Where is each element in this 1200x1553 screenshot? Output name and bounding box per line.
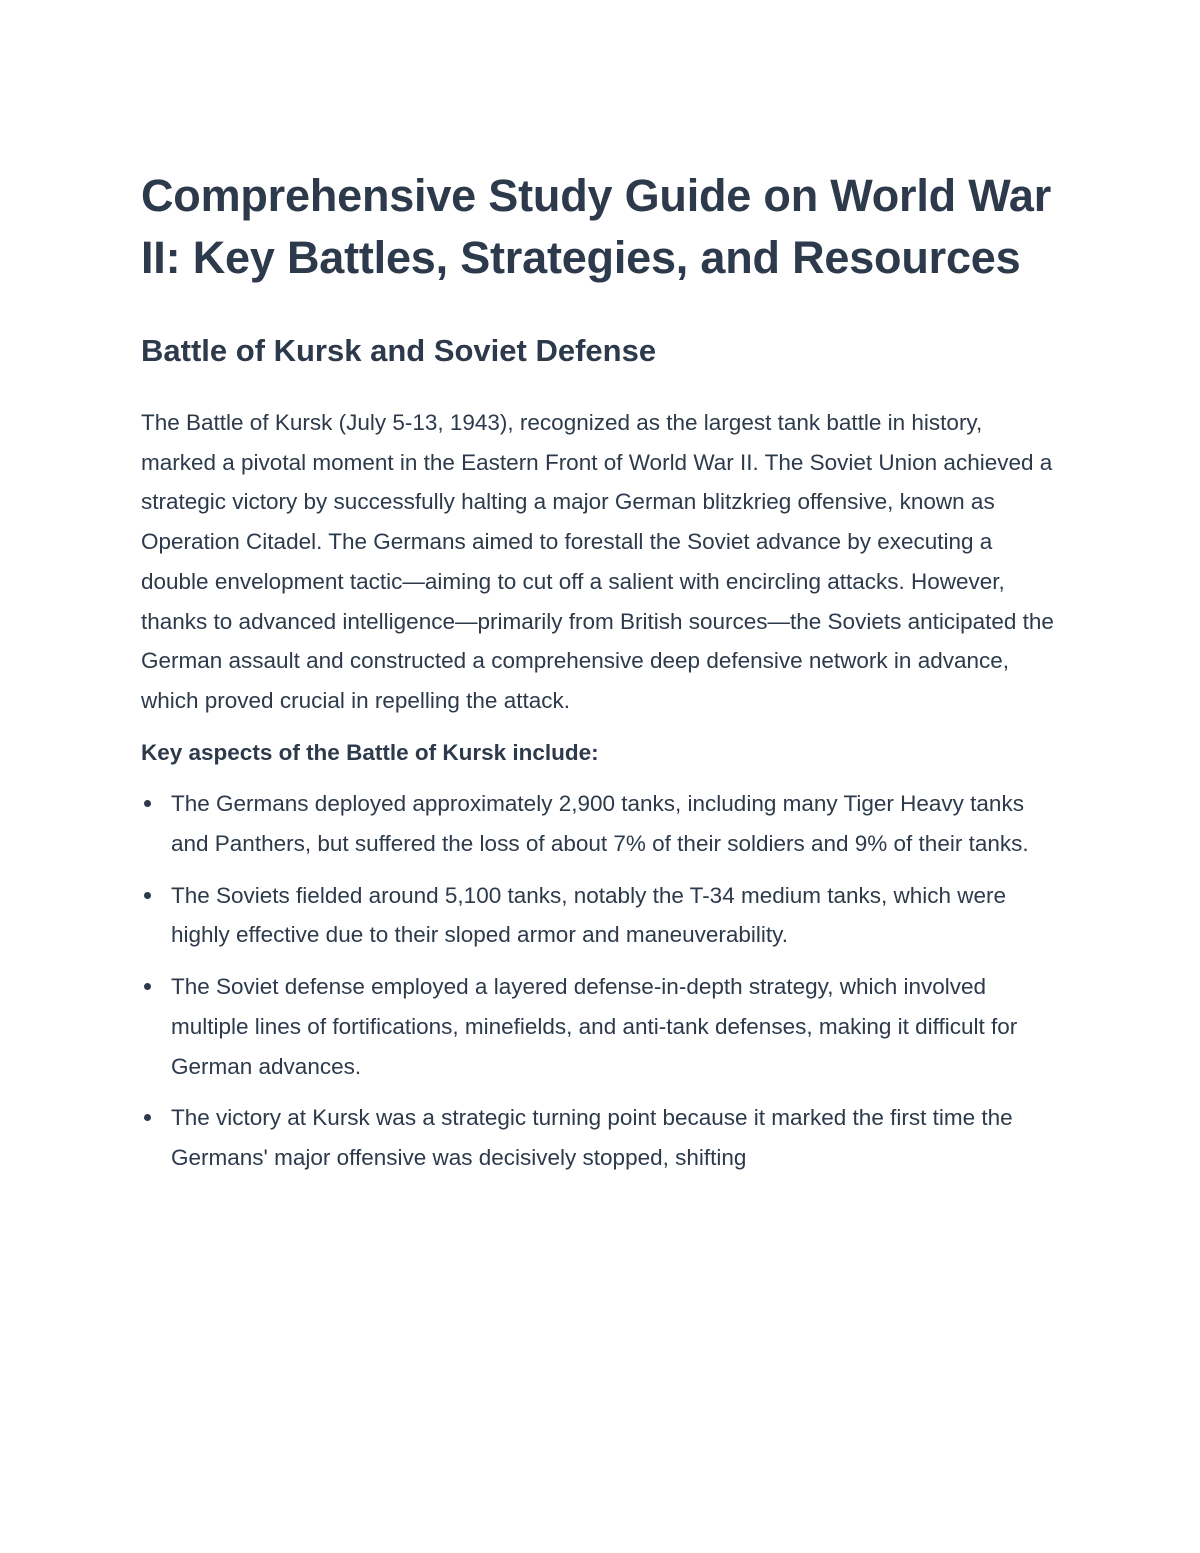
- bullet-icon: [144, 800, 151, 807]
- list-item: [141, 784, 1061, 863]
- bullet-icon: [144, 892, 151, 899]
- document-page: [141, 165, 1061, 1190]
- bullet-icon: [144, 983, 151, 990]
- list-item-text: The Soviet defense employed a layered defense-in-depth strategy, which involved multiple lines of fortifications, minefields, and anti-tank defenses, making it difficult for German advances.: [171, 974, 1018, 1079]
- list-item: [141, 1098, 1061, 1177]
- list-item-text: The Soviets fielded around 5,100 tanks, notably the T-34 medium tanks, which were highly effective due to their sloped armor and maneuverability.: [171, 882, 1007, 948]
- list-item: [141, 876, 1061, 955]
- key-aspects-list: [141, 784, 1061, 1177]
- page-title: Comprehensive Study Guide on World War II: Key Battles, Strategies, and Resources: [141, 170, 1052, 283]
- bullet-icon: [144, 1114, 151, 1121]
- list-item: [141, 967, 1061, 1086]
- list-item-text: The Germans deployed approximately 2,900 tanks, including many Tiger Heavy tanks and Panthers, but suffered the loss of about 7% of their soldiers and 9% of their tanks.: [171, 791, 1029, 857]
- list-intro: Key aspects of the Battle of Kursk include:: [141, 739, 599, 765]
- section-heading: Battle of Kursk and Soviet Defense: [141, 333, 657, 368]
- list-item-text: The victory at Kursk was a strategic turning point because it marked the first time the Germans' major offensive was decisively stopped, shifting: [171, 1105, 1013, 1170]
- section-paragraph: The Battle of Kursk (July 5-13, 1943), recognized as the largest tank battle in history, marked a pivotal moment in the Eastern Front of World War II. The Soviet Union achieved a strategic victory by successfully halting a major German blitzkrieg offensive, known as Operation Citadel. The Germans aimed to forestall the Soviet advance by executing a double envelopment tactic—aiming to cut off a salient with encircling attacks. However, thanks to advanced intelligence—primarily from British sources—the Soviets anticipated the German assault and constructed a comprehensive deep defensive network in advance, which proved crucial in repelling the attack.: [141, 410, 1054, 713]
